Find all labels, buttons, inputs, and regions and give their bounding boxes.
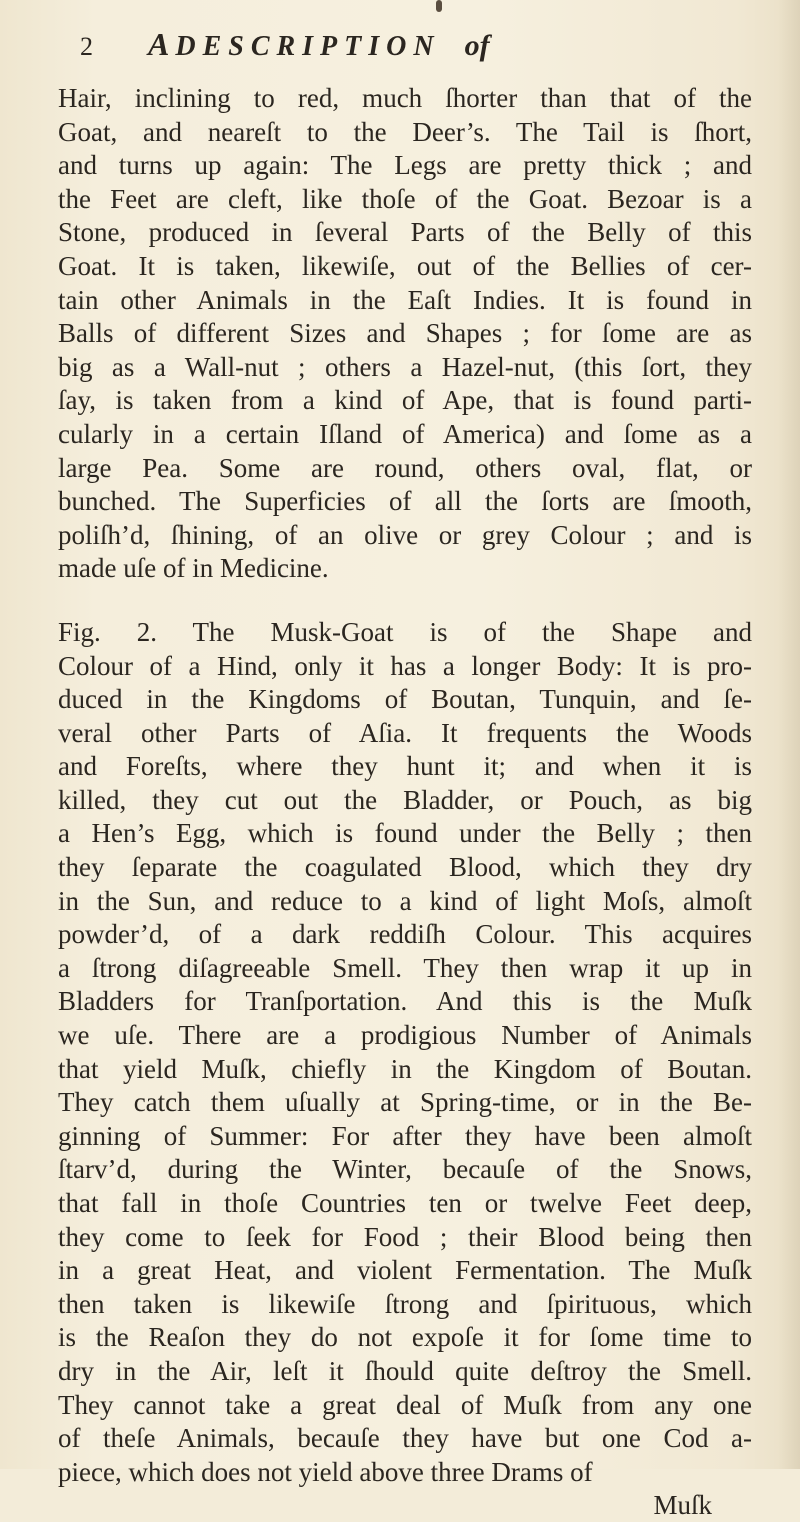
- text-line: powder’d, of a dark reddiſh Colour. This acquires: [58, 919, 752, 950]
- text-line: Goat. It is taken, likewiſe, out of the Bellies of cer-: [58, 250, 752, 281]
- text-line: ſtarv’d, during the Winter, becauſe of the Snows,: [58, 1154, 752, 1185]
- paragraph-gap: [58, 586, 752, 616]
- text-line: a ſtrong diſagreeable Smell. They then wrap it up in: [58, 952, 752, 983]
- text-line: made uſe of in Medicine.: [58, 553, 329, 584]
- text-line: cularly in a certain Iſland of America) and ſome as a: [58, 418, 752, 449]
- text-line: of theſe Animals, becauſe they have but one Cod a-: [58, 1423, 752, 1454]
- printers-ornament: [436, 0, 442, 12]
- text-line: that fall in thoſe Countries ten or twelve Feet deep,: [58, 1188, 752, 1218]
- text-line: they come to ſeek for Food ; their Blood being then: [58, 1221, 752, 1252]
- text-line: in a great Heat, and violent Fermentation. The Muſk: [58, 1255, 752, 1286]
- text-line: veral other Parts of Aſia. It frequents the Woods: [58, 717, 752, 748]
- paragraph: [58, 82, 752, 586]
- text-line: dry in the Air, leſt it ſhould quite deſtroy the Smell.: [58, 1355, 752, 1386]
- text-line: Stone, produced in ſeveral Parts of the Belly of this: [58, 217, 752, 248]
- running-title-of: of: [464, 29, 490, 62]
- text-line: big as a Wall-nut ; others a Hazel-nut, (this ſort, they: [58, 351, 752, 382]
- text-line: They cannot take a great deal of Muſk from any one: [58, 1389, 752, 1420]
- text-line: a Hen’s Egg, which is found under the Belly ; then: [58, 818, 752, 849]
- text-line: large Pea. Some are round, others oval, flat, or: [58, 452, 752, 483]
- page-number: 2: [80, 32, 93, 61]
- text-line: then taken is likewiſe ſtrong and ſpirituous, which: [58, 1288, 752, 1319]
- text-line: and Foreſts, where they hunt it; and when it is: [58, 751, 752, 782]
- text-line: piece, which does not yield above three Drams of: [58, 1456, 593, 1487]
- text-line: ſay, is taken from a kind of Ape, that is found parti-: [58, 385, 752, 416]
- paragraph: [58, 616, 752, 1489]
- text-line: Balls of different Sizes and Shapes ; for ſome are as: [58, 318, 752, 349]
- text-line: Hair, inclining to red, much ſhorter than that of the: [58, 83, 752, 113]
- text-line: Fig. 2. The Musk-Goat is of the Shape and: [58, 616, 752, 647]
- text-line: Colour of a Hind, only it has a longer Body: It is pro-: [58, 650, 752, 681]
- text-line: we uſe. There are a prodigious Number of Animals: [58, 1020, 752, 1051]
- text-line: duced in the Kingdoms of Boutan, Tunquin, and ſe-: [58, 684, 752, 715]
- text-line: bunched. The Superficies of all the ſorts are ſmooth,: [58, 486, 752, 517]
- body-text: [58, 82, 752, 1489]
- catchword: Muſk: [653, 1490, 712, 1521]
- text-line: they ſeparate the coagulated Blood, which they dry: [58, 852, 752, 883]
- text-line: that yield Muſk, chiefly in the Kingdom of Boutan.: [58, 1053, 752, 1084]
- running-head: [58, 26, 752, 82]
- running-title-initial: A: [148, 26, 176, 62]
- text-line: the Feet are cleft, like thoſe of the Goat. Bezoar is a: [58, 183, 752, 214]
- running-title: [148, 26, 490, 63]
- text-line: Goat, and neareſt to the Deer’s. The Tail is ſhort,: [58, 116, 752, 147]
- text-line: tain other Animals in the Eaſt Indies. It is found in: [58, 284, 752, 315]
- page-edge-shadow: [778, 0, 800, 1469]
- text-line: ginning of Summer: For after they have been almoſt: [58, 1120, 752, 1151]
- text-line: They catch them uſually at Spring-time, or in the Be-: [58, 1087, 752, 1118]
- text-line: in the Sun, and reduce to a kind of light Moſs, almoſt: [58, 885, 752, 916]
- text-line: Bladders for Tranſportation. And this is the Muſk: [58, 986, 752, 1017]
- text-line: and turns up again: The Legs are pretty thick ; and: [58, 150, 752, 181]
- running-title-rest: DESCRIPTION: [175, 31, 441, 62]
- text-line: poliſh’d, ſhining, of an olive or grey Colour ; and is: [58, 519, 752, 550]
- text-line: is the Reaſon they do not expoſe it for ſome time to: [58, 1322, 752, 1353]
- text-line: killed, they cut out the Bladder, or Pouch, as big: [58, 784, 752, 815]
